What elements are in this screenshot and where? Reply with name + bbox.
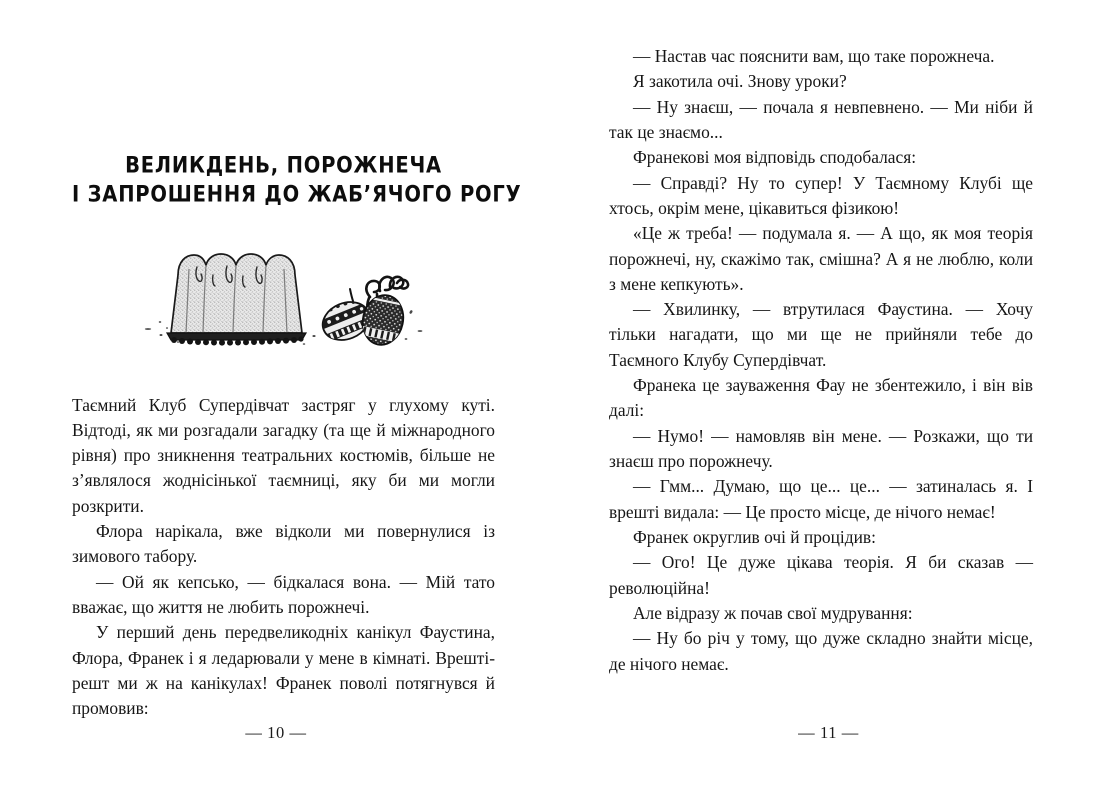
paragraph: — Нумо! — намовляв він мене. — Розкажи, що ти знаєш про порожнечу. [609,425,1033,471]
paragraph: Я закотила очі. Знову уроки? [633,71,847,92]
chapter-header [72,0,522,207]
left-page [0,0,552,786]
paragraph: Франекові моя відповідь сподобалася: [633,147,917,168]
page-number-left: — 10 — [245,723,307,742]
chapter-title-line-1: ВЕЛИКДЕНЬ, ПОРОЖНЕЧА [125,152,442,178]
paragraph: — Ну бо річ у тому, що дуже складно знайти місце, де нічого немає. [609,628,1033,674]
left-page-body [72,393,495,722]
paragraph: — Хвилинку, — втрутилася Фаустина. — Хочу тільки нагадати, що ми ще не прийняли тебе до Таємного Клубу Супердівчат. [609,299,1033,370]
ribbon-tails [350,289,353,301]
paragraph: Франек округлив очі й процідив: [633,526,876,547]
pysanka-egg-right [358,291,408,348]
paragraph: — Ой як кепсько, — бідкалася вона. — Мій тато вважає, що життя не любить порожнечі. [72,571,495,618]
paragraph: Але відразу ж почав свої мудрування: [633,602,913,623]
babka-cake [171,254,302,333]
paragraph: — Настав час пояснити вам, що таке порожнеча. [633,46,995,66]
paragraph: У перший день передвеликодніх канікул Фаустина, Флора, Франек і я ледарювали у мене в кімнаті. Врешті-решт ми ж на канікулах! Франек поволі потягнувся й промовив: [72,622,495,719]
cake-plate [167,333,306,346]
paragraph: «Це ж треба! — подумала я. — А що, як моя теорія порожнечі, ну, скажімо так, смішна? А я не люблю, коли з мене кепкують». [609,223,1033,294]
paragraph: Франека це зауваження Фау не збентежило, і він вів далі: [609,375,1033,421]
paragraph: — Ну знаєш, — почала я невпевнено. — Ми ніби й так це знаємо... [609,96,1033,142]
paragraph: Таємний Клуб Супердівчат застряг у глухому куті. Відтоді, як ми розгадали загадку (та ще й міжнародного рівня) про зникнення театральних костюмів, більше не з’являлося жоднісінької таємниці, яку би ми могли розкрити. [72,394,495,516]
paragraph: — Справді? Ну то супер! У Таємному Клубі ще хтось, окрім мене, цікавиться фізикою! [609,172,1033,218]
easter-babka-and-pysanky-illustration [134,245,434,353]
chapter-title [72,151,522,209]
paragraph: — Ого! Це дуже цікава теорія. Я би сказав — революційна! [609,552,1033,598]
paragraph: Флора нарікала, вже відколи ми повернулися із зимового табору. [72,521,495,567]
paragraph: — Гмм... Думаю, що це... це... — затиналась я. І врешті видала: — Це просто місце, де нічого немає! [609,476,1033,522]
page-number-right: — 11 — [798,723,859,742]
chapter-title-line-2: І ЗАПРОШЕННЯ ДО ЖАБ’ЯЧОГО РОГУ [72,181,522,207]
right-page [552,0,1105,786]
right-page-body [609,0,1033,677]
